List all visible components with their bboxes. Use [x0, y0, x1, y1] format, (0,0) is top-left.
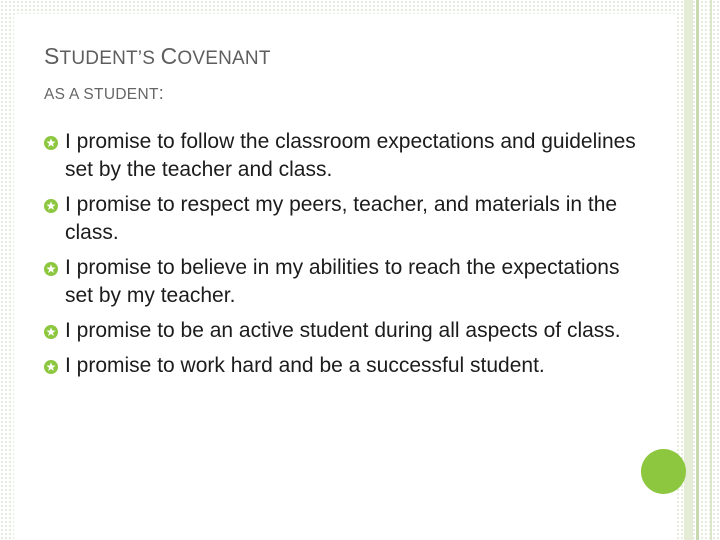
decorative-green-circle [641, 449, 686, 494]
slide-title [44, 42, 271, 73]
title-letter-c: C [160, 43, 178, 69]
bullet-text: I promise to respect my peers, teacher, and materials in the class. [65, 193, 618, 244]
bullet-item [44, 254, 644, 310]
bullet-text: I promise to be an active student during all aspects of class. [65, 319, 621, 342]
title-word-rest: TUDENT’S [59, 48, 161, 69]
title-letter-s: S [44, 43, 60, 69]
green-circle-star-icon [44, 262, 58, 276]
bullet-item [44, 191, 644, 247]
background-stripe [710, 0, 712, 540]
subtitle-colon: : [158, 83, 165, 103]
bullet-item [44, 352, 644, 380]
background-stripe [684, 0, 693, 540]
bullet-list [44, 128, 644, 387]
green-circle-star-icon [44, 325, 58, 339]
slide-subtitle [44, 82, 164, 106]
green-circle-star-icon [44, 136, 58, 150]
background-stripe [696, 0, 699, 540]
bullet-text: I promise to believe in my abilities to reach the expectations set by my teacher. [65, 256, 620, 307]
bullet-item [44, 128, 644, 184]
green-circle-star-icon [44, 360, 58, 374]
green-circle-star-icon [44, 199, 58, 213]
bullet-text: I promise to follow the classroom expectations and guidelines set by the teacher and class. [65, 130, 636, 181]
title-word-rest-2: OVENANT [177, 48, 271, 69]
bullet-item [44, 317, 644, 345]
bullet-text: I promise to work hard and be a successful student. [65, 354, 545, 377]
subtitle-text: AS A STUDENT [44, 86, 159, 103]
